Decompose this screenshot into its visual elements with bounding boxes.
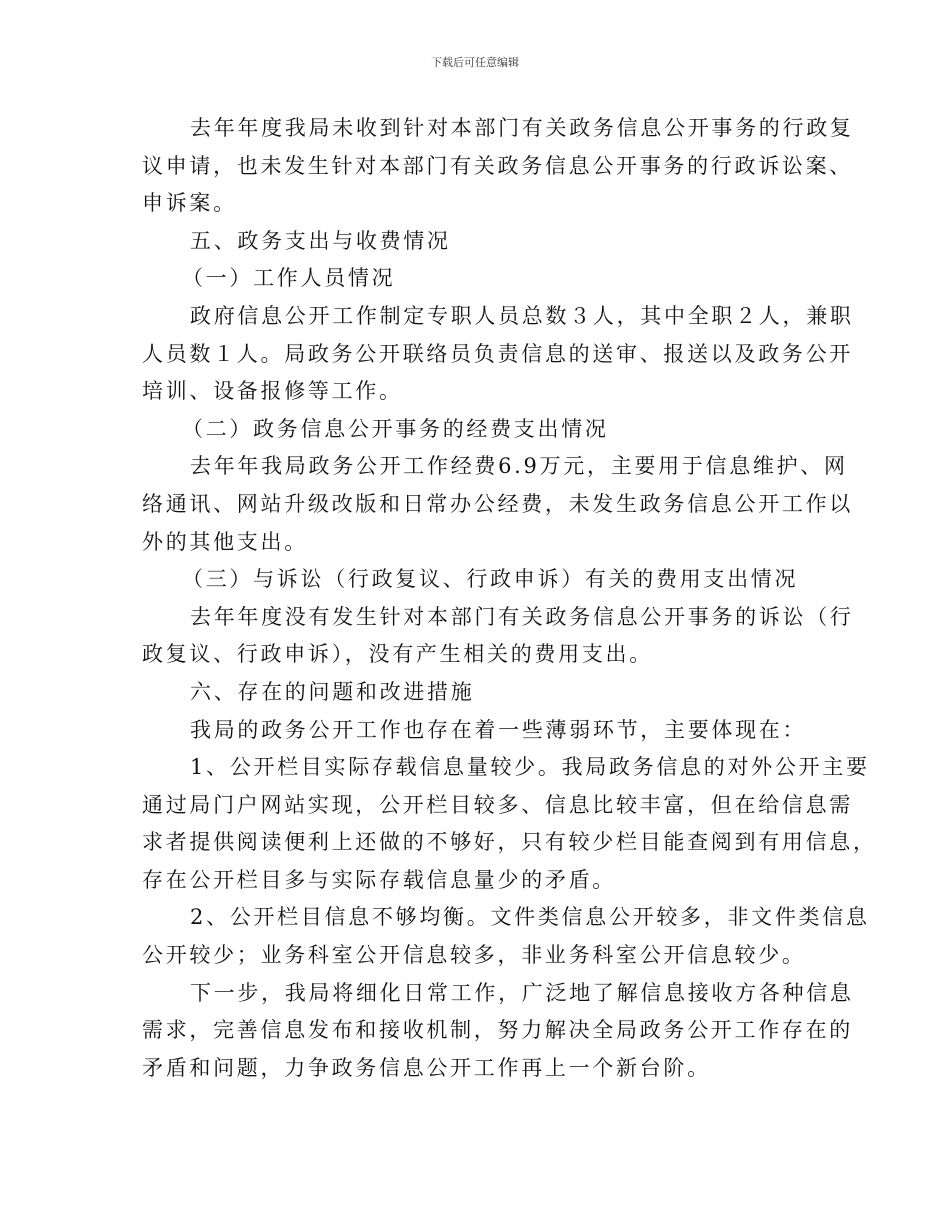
- section-heading: 五、政务支出与收费情况: [190, 228, 451, 253]
- paragraph-line: 公开较少；业务科室公开信息较多，非业务科室公开信息较少。: [142, 943, 806, 968]
- paragraph-line: 矛盾和问题，力争政务信息公开工作再上一个新台阶。: [142, 1055, 711, 1080]
- paragraph-line: 人员数１人。局政务公开联络员负责信息的送审、报送以及政务公开: [142, 341, 853, 366]
- section-heading: 六、存在的问题和改进措施: [190, 679, 475, 704]
- paragraph-line: 2、公开栏目信息不够均衡。文件类信息公开较多，非文件类信息: [190, 905, 870, 930]
- paragraph-line: 去年年我局政务公开工作经费6.9万元，主要用于信息维护、网: [190, 454, 848, 479]
- subsection-heading: （二）政务信息公开事务的经费支出情况: [182, 416, 609, 441]
- paragraph-line: 存在公开栏目多与实际存载信息量少的矛盾。: [142, 867, 616, 892]
- paragraph-line: 络通讯、网站升级改版和日常办公经费，未发生政务信息公开工作以: [142, 491, 853, 516]
- subsection-heading: （三）与诉讼（行政复议、行政申诉）有关的费用支出情况: [182, 567, 799, 592]
- page-header: 下载后可任意编辑: [431, 56, 519, 69]
- paragraph-line: 政复议、行政申诉），没有产生相关的费用支出。: [142, 642, 653, 667]
- paragraph-line: 议申请，也未发生针对本部门有关政务信息公开事务的行政诉讼案、: [142, 153, 853, 178]
- paragraph-line: 去年年度没有发生针对本部门有关政务信息公开事务的诉讼（行: [190, 604, 854, 629]
- paragraph-line: 1、公开栏目实际存载信息量较少。我局政务信息的对外公开主要: [190, 755, 870, 780]
- paragraph-line: 通过局门户网站实现，公开栏目较多、信息比较丰富，但在给信息需: [142, 792, 853, 817]
- paragraph-line: 求者提供阅读便利上还做的不够好，只有较少栏目能查阅到有用信息，: [142, 830, 877, 855]
- paragraph-line: 需求，完善信息发布和接收机制，努力解决全局政务公开工作存在的: [142, 1018, 853, 1043]
- paragraph-line: 我局的政务公开工作也存在着一些薄弱环节，主要体现在：: [190, 717, 807, 742]
- paragraph-line: 外的其他支出。: [142, 529, 308, 554]
- paragraph-line: 申诉案。: [142, 191, 237, 216]
- subsection-heading: （一）工作人员情况: [182, 266, 396, 291]
- paragraph-line: 去年年度我局未收到针对本部门有关政务信息公开事务的行政复: [190, 116, 854, 140]
- paragraph-line: 政府信息公开工作制定专职人员总数３人，其中全职２人，兼职: [190, 303, 854, 328]
- paragraph-line: 培训、设备报修等工作。: [142, 379, 403, 404]
- document-body: [142, 110, 877, 1087]
- paragraph-line: 下一步，我局将细化日常工作，广泛地了解信息接收方各种信息: [190, 980, 854, 1005]
